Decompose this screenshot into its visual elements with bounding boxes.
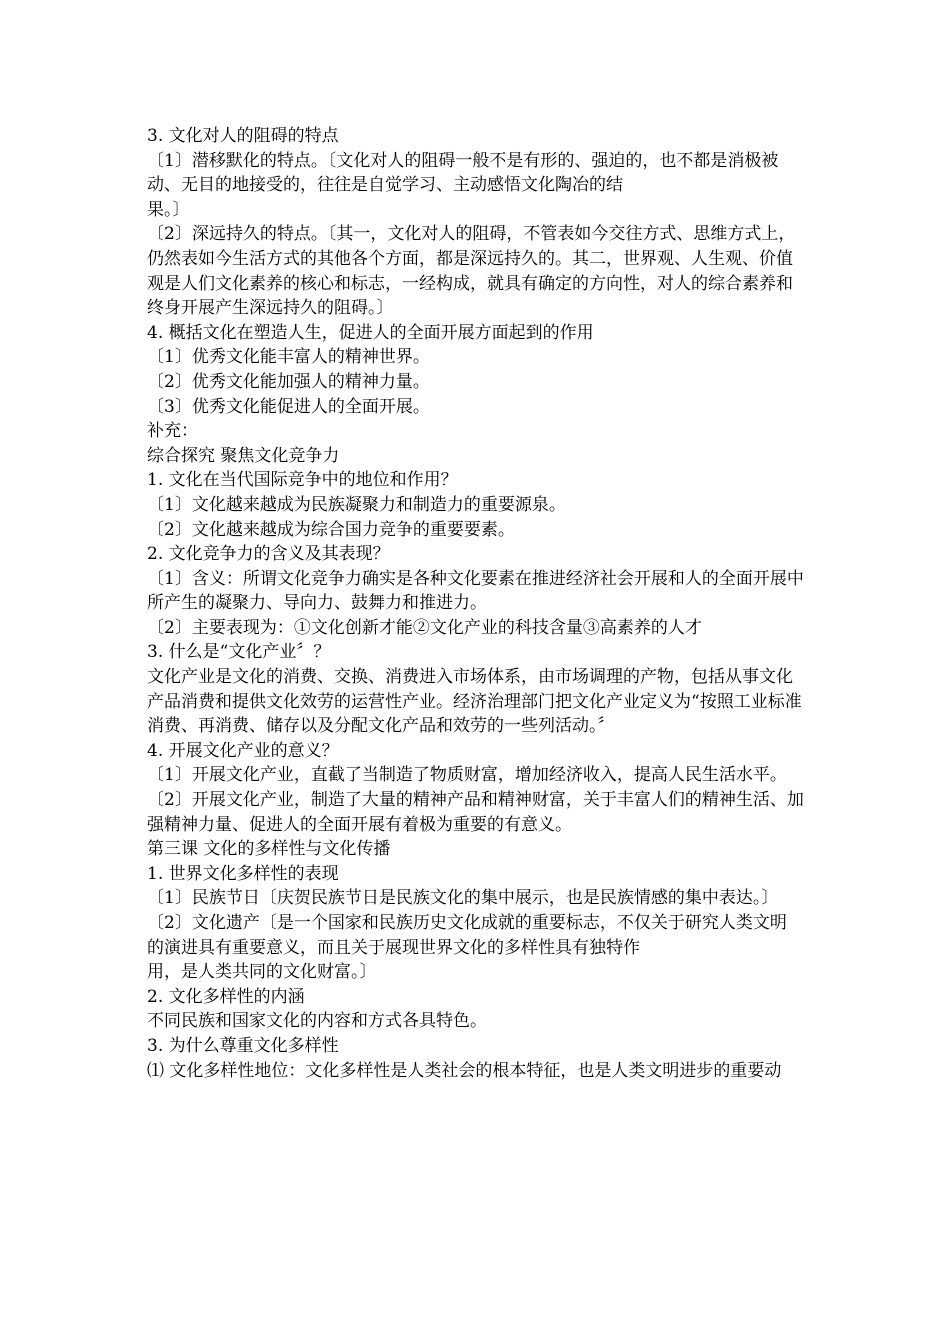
paragraph-heritage-end: 用，是人类共同的文化财富。〕 (147, 962, 377, 983)
paragraph-spiritual-wealth: 〔2〕开展文化产业，制造了大量的精神产品和精神财富，关于丰富人们的精神生活、加强精神力量、促进人的全面开展有着极为重要的有意义。 (147, 790, 804, 835)
list-item-cohesion-source: 〔1〕文化越来越成为民族凝聚力和制造力的重要源泉。 (147, 494, 566, 515)
paragraph-heritage-continued: 的演进具有重要意义，而且关于展现世界文化的多样性具有独特作 (147, 937, 640, 958)
label-supplement: 补充： (147, 421, 198, 442)
list-item-ethnic-festivals: 〔1〕民族节日〔庆贺民族节日是民族文化的集中展示，也是民族情感的集中表达。〕 (147, 888, 779, 909)
question-cultural-competitiveness: 2. 文化竞争力的含义及其表现？ (147, 544, 390, 565)
document-body (147, 124, 807, 1083)
list-item-national-power: 〔2〕文化越来越成为综合国力竞争的重要要素。 (147, 519, 515, 540)
question-culture-international-role: 1. 文化在当代国际竞争中的地位和作用？ (147, 470, 458, 491)
heading-lesson-three: 第三课 文化的多样性与文化传播 (147, 839, 391, 860)
list-item-spiritual-world: 〔1〕优秀文化能丰富人的精神世界。 (147, 347, 430, 368)
paragraph-cultural-industry-definition: 文化产业是文化的消费、交换、消费进入市场体系，由市场调理的产物，包括从事文化产品消费和提供文化效劳的运营性产业。经济治理部门把文化产业定义为“按照工业标准消费、再消费、储存以及分配文化产品和效劳的一些列活动。〞 (147, 667, 802, 737)
heading-comprehensive-inquiry: 综合探究 聚焦文化竞争力 (147, 445, 340, 466)
question-respect-diversity: 3. 为什么尊重文化多样性 (147, 1035, 339, 1056)
paragraph-competitiveness-meaning: 〔1〕含义：所谓文化竞争力确实是各种文化要素在推进经济社会开展和人的全面开展中所产生的凝聚力、导向力、鼓舞力和推进力。 (147, 568, 804, 614)
question-diversity-manifestations: 1. 世界文化多样性的表现 (147, 863, 339, 884)
list-item-all-round-development: 〔3〕优秀文化能促进人的全面开展。 (147, 396, 430, 417)
heading-culture-influence-features: 3. 文化对人的阻碍的特点 (147, 126, 339, 146)
paragraph-lasting-influence: 〔2〕深远持久的特点。〔其一，文化对人的阻碍，不管表如今交往方式、思维方式上，仍然表如今生活方式的其他各个方面，都是深远持久的。其二，世界观、人生观、价值观是人们文化素养的核心和标志，一经构成，就具有确定的方向性，对人的综合素养和终身开展产生深远持久的阻碍。〕 (147, 224, 796, 319)
paragraph-competitiveness-manifestations: 〔2〕主要表现为：①文化创新才能②文化产业的科技含量③高素养的人才 (147, 617, 702, 638)
heading-culture-shaping-life: 4. 概括文化在塑造人生，促进人的全面开展方面起到的作用 (147, 322, 594, 343)
question-industry-significance: 4. 开展文化产业的意义？ (147, 740, 339, 761)
paragraph-diversity-connotation: 不同民族和国家文化的内容和方式各具特色。 (147, 1011, 487, 1032)
paragraph-diversity-status: ⑴ 文化多样性地位：文化多样性是人类社会的根本特征，也是人类文明进步的重要动 (147, 1060, 782, 1081)
list-item-cultural-heritage: 〔2〕文化遗产〔是一个国家和民族历史文化成就的重要标志，不仅关于研究人类文明 (147, 913, 787, 933)
paragraph-subtle-influence-end: 果。〕 (147, 199, 190, 220)
list-item-spiritual-strength: 〔2〕优秀文化能加强人的精神力量。 (147, 371, 430, 392)
paragraph-material-wealth: 〔1〕开展文化产业，直截了当制造了物质财富，增加经济收入，提高人民生活水平。 (147, 765, 787, 786)
question-diversity-connotation: 2. 文化多样性的内涵 (147, 986, 305, 1007)
paragraph-subtle-influence: 〔1〕潜移默化的特点。〔文化对人的阻碍一般不是有形的、强迫的，也不都是消极被动、无目的地接受的，往往是自觉学习、主动感悟文化陶冶的结 (147, 150, 779, 196)
question-cultural-industry: 3. 什么是“文化产业〞？ (147, 642, 331, 663)
